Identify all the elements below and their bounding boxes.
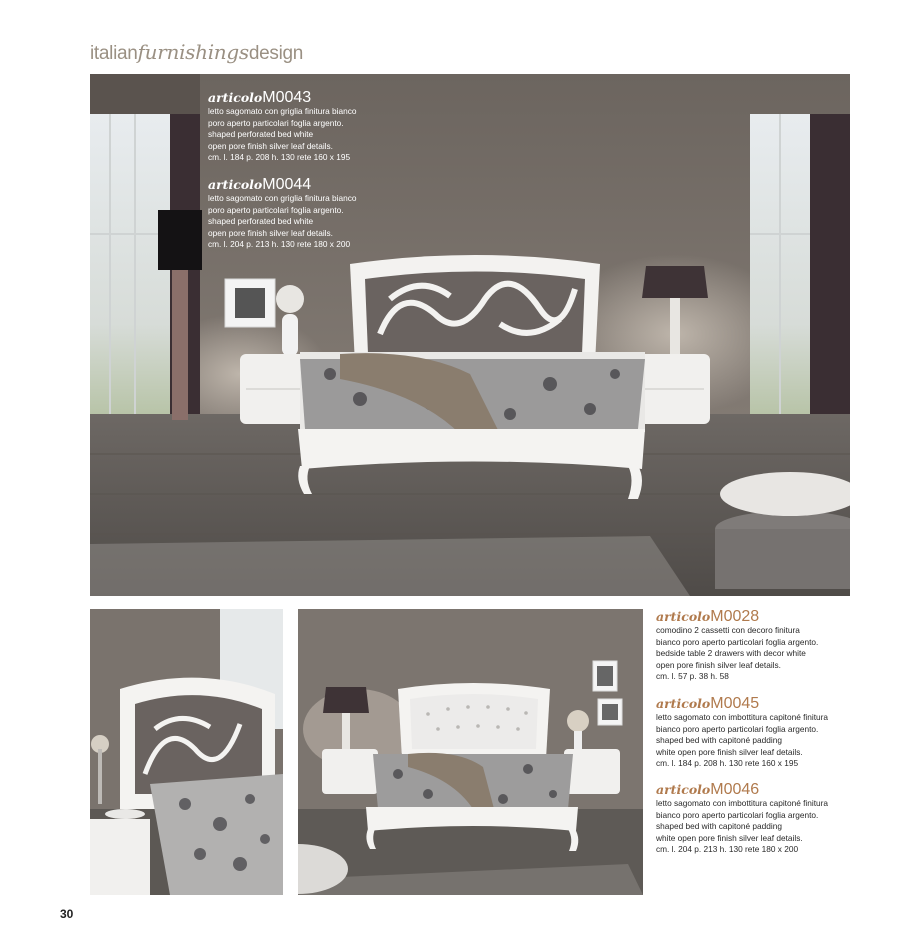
hero-photo-illustration [90,74,850,596]
article-m0028-line: comodino 2 cassetti con decoro finitura [656,625,800,635]
article-m0045-line: white open pore finish silver leaf details. [656,746,803,757]
article-m0043-title [208,89,357,106]
article-m0043-line: letto sagomato con griglia finitura bianco [208,106,357,116]
article-m0043-line: open pore finish silver leaf details. [208,140,333,151]
padded-bed-photo [298,609,643,895]
article-m0044-line: poro aperto particolari foglia argento. [208,204,344,215]
article-m0044-line: letto sagomato con griglia finitura bianco [208,193,357,203]
brand-header [90,40,303,65]
article-m0028-line: open pore finish silver leaf details. [656,659,781,670]
article-m0045-line: bianco poro aperto particolari foglia argento. [656,723,819,734]
article-m0046-prefix: articolo [656,782,711,797]
article-m0044-line: shaped perforated bed white [208,216,314,227]
headboard-detail-photo [90,609,283,895]
article-m0045-prefix: articolo [656,696,711,711]
article-m0043-code: M0043 [262,89,312,106]
article-m0046-line: shaped bed with capitoné padding [656,821,782,832]
article-m0046-line: white open pore finish silver leaf details. [656,832,803,843]
article-m0044-code: M0044 [262,176,312,193]
article-m0045-line: shaped bed with capitoné padding [656,735,782,746]
article-m0045-line: cm. l. 184 p. 208 h. 130 rete 160 x 195 [656,758,799,769]
article-m0044-caption [208,176,357,251]
article-m0046-caption [656,781,828,856]
brand-part-italian: italian [90,43,138,64]
article-m0043-line: cm. l. 184 p. 208 h. 130 rete 160 x 195 [208,152,351,163]
article-m0043-line: shaped perforated bed white [208,129,314,140]
article-m0045-caption [656,695,828,770]
article-m0028-caption [656,608,818,683]
article-m0046-title [656,781,828,798]
brand-part-design: design [248,43,304,64]
article-m0044-line: open pore finish silver leaf details. [208,227,333,238]
article-m0043-prefix: articolo [208,90,263,105]
article-m0028-line: cm. l. 57 p. 38 h. 58 [656,671,729,682]
article-m0046-line: cm. l. 204 p. 213 h. 130 rete 180 x 200 [656,844,799,855]
article-m0046-line: letto sagomato con imbottitura capitoné finitura [656,798,829,808]
article-m0043-line: poro aperto particolari foglia argento. [208,117,344,128]
article-m0028-line: bianco poro aperto particolari foglia argento. [656,636,819,647]
hero-bedroom-photo [90,74,850,596]
article-m0044-prefix: articolo [208,177,263,192]
padded-bed-illustration [298,609,643,895]
article-m0045-line: letto sagomato con imbottitura capitoné finitura [656,712,829,722]
article-m0045-code: M0045 [710,695,760,712]
article-m0028-code: M0028 [710,608,760,625]
article-m0046-line: bianco poro aperto particolari foglia argento. [656,809,819,820]
article-m0028-prefix: articolo [656,609,711,624]
article-m0044-title [208,176,357,193]
article-m0028-title [656,608,818,625]
brand-part-furnishings: furnishings [137,40,249,64]
article-m0043-caption [208,89,357,164]
article-m0045-title [656,695,828,712]
article-m0028-line: bedside table 2 drawers with decor white [656,648,806,659]
page-number: 30 [60,907,74,921]
article-m0044-line: cm. l. 204 p. 213 h. 130 rete 180 x 200 [208,239,351,250]
article-m0046-code: M0046 [710,781,760,798]
headboard-detail-illustration [90,609,283,895]
